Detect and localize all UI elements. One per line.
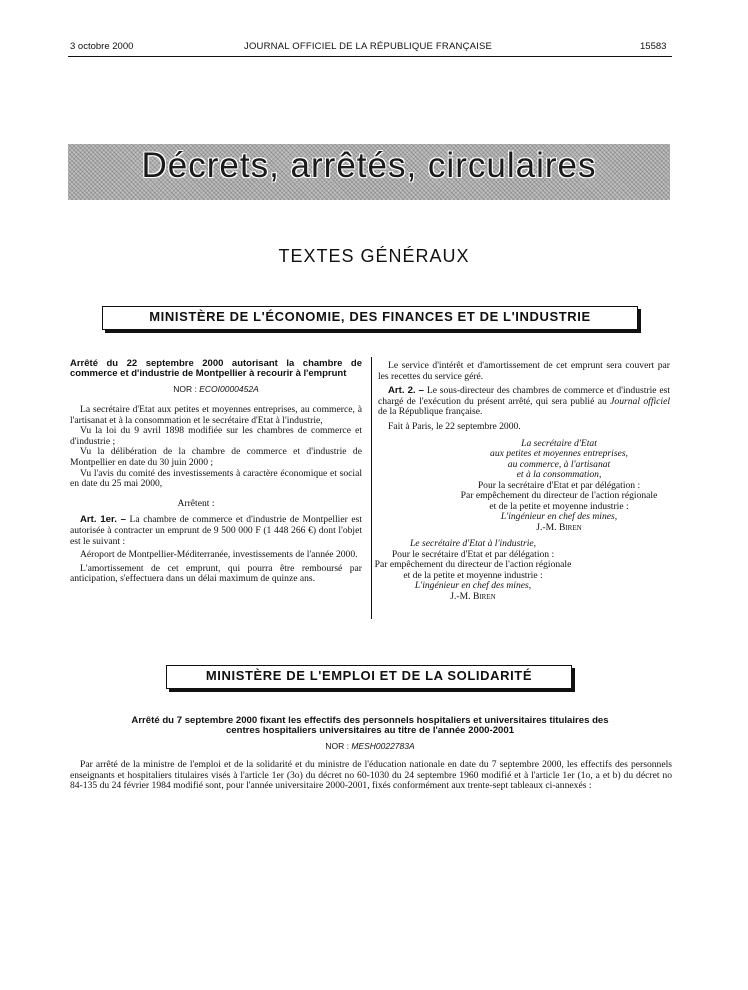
sig1-signatory: J.-M. Biren <box>536 521 582 533</box>
nor-label: NOR : <box>325 741 349 751</box>
decree2-title: Arrêté du 7 septembre 2000 fixant les effectifs des personnels hospitaliers et universitaires titulaires des centres hospitaliers universitaires au titre de l'année 2000-2001 <box>131 715 609 737</box>
header-journal-title: JOURNAL OFFICIEL DE LA RÉPUBLIQUE FRANÇAISE <box>244 41 493 52</box>
decree1-visa-3: Vu l'avis du comité des investissements à caractère économique et social en date du 25 mai 2000, <box>70 467 362 490</box>
article-2-text-a: Le sous-directeur des chambres de commerce et d'industrie est chargé de l'exécution du présent arrêté, qui sera publié au <box>378 385 670 407</box>
decree1-article-2 <box>378 386 670 418</box>
sig2-signatory: J.-M. Biren <box>450 590 496 602</box>
decree1-article-1-amortization: L'amortissement de cet emprunt, qui pourra être remboursé par anticipation, s'effectuera dans un délai maximum de quinze ans. <box>70 562 362 585</box>
decree1-arretent: Arrêtent : <box>177 497 215 509</box>
sig2-line: L'ingénieur en chef des mines, <box>414 580 532 592</box>
sig1-line: et de la petite et moyenne industrie : <box>489 500 629 512</box>
ministry-heading-economy: MINISTÈRE DE L'ÉCONOMIE, DES FINANCES ET DE L'INDUSTRIE <box>102 306 638 330</box>
decree1-article-1 <box>70 515 362 547</box>
decree1-title: Arrêté du 22 septembre 2000 autorisant la chambre de commerce et d'industrie de Montpellier à recourir à l'emprunt <box>70 358 362 380</box>
sig1-line: aux petites et moyennes entreprises, <box>490 448 628 460</box>
decree1-article-1-object: Aéroport de Montpellier-Méditerranée, investissements de l'année 2000. <box>80 549 358 561</box>
sig1-line: et à la consommation, <box>516 469 602 481</box>
banner-title: Décrets, arrêtés, circulaires <box>141 146 597 185</box>
article-1-text: La chambre de commerce et d'industrie de Montpellier est autorisée à contracter un emprunt de 9 500 000 F (1 448 266 €) dont l'objet est le suivant : <box>70 514 362 547</box>
decree1-done-at: Fait à Paris, le 22 septembre 2000. <box>388 420 521 432</box>
sig1-line: La secrétaire d'Etat <box>521 437 597 449</box>
decree1-visa-1: Vu la loi du 9 avril 1898 modifiée sur les chambres de commerce et d'industrie ; <box>70 425 362 447</box>
nor-label: NOR : <box>173 384 197 395</box>
article-2-label: Art. 2. – <box>388 385 425 397</box>
section-banner <box>68 144 670 200</box>
decree1-left-column <box>70 359 362 585</box>
header-rule <box>68 56 672 57</box>
decree2-nor <box>270 741 470 751</box>
article-2-text-b: de la République française. <box>378 406 483 418</box>
sig1-line: L'ingénieur en chef des mines, <box>500 511 618 523</box>
sig1-line: au commerce, à l'artisanat <box>507 458 611 470</box>
nor-code: ECOI0000452A <box>199 384 259 395</box>
signature-block-1 <box>448 439 670 534</box>
decree1-visa-2: Vu la délibération de la chambre de commerce et d'industrie de Montpellier en date du 30 juin 2000 ; <box>70 446 362 468</box>
sig1-line: Pour la secrétaire d'Etat et par délégation : <box>477 479 641 491</box>
signature-block-2 <box>348 539 598 602</box>
decree2-body <box>70 760 672 792</box>
decree1-nor <box>70 384 362 395</box>
sig2-line: et de la petite et moyenne industrie : <box>403 569 543 581</box>
article-1-label: Art. 1er. – <box>80 514 126 526</box>
sig2-line: Pour le secrétaire d'Etat et par délégation : <box>391 548 555 560</box>
decree1-preamble: La secrétaire d'Etat aux petites et moyennes entreprises, au commerce, à l'artisanat et à la consommation et le secrétaire d'Etat à l'industrie, <box>70 404 362 426</box>
nor-code: MESH0022783A <box>351 741 415 751</box>
header-page-number: 15583 <box>640 41 667 52</box>
sig2-line: Par empêchement du directeur de l'action régionale <box>374 559 572 571</box>
ministry-heading-employment: MINISTÈRE DE L'EMPLOI ET DE LA SOLIDARITÉ <box>166 665 572 689</box>
header-date: 3 octobre 2000 <box>70 41 134 52</box>
sig1-line: Par empêchement du directeur de l'action régionale <box>460 490 658 502</box>
decree1-right-column <box>374 360 670 602</box>
decree1-service-paragraph: Le service d'intérêt et d'amortissement de cet emprunt sera couvert par les recettes du service géré. <box>378 360 670 382</box>
section-title: TEXTES GÉNÉRAUX <box>278 246 470 266</box>
journal-officiel-ref: Journal officiel <box>610 395 670 407</box>
sig2-line: Le secrétaire d'Etat à l'industrie, <box>409 538 537 550</box>
decree2-paragraph: Par arrêté de la ministre de l'emploi et de la solidarité et du ministre de l'éducation nationale en date du 7 septembre 2000, les effectifs des personnels enseignants et hospitaliers titulaires visés à l'article 1er (3o) du décret no 60-1030 du 24 septembre 1960 modifié et à l'article 1er (1o, a et b) du décret no 84-135 du 24 février 1984 modifié sont, pour l'année universitaire 2000-2001, fixés conformément aux trente-sept tableaux ci-annexés : <box>70 759 672 792</box>
